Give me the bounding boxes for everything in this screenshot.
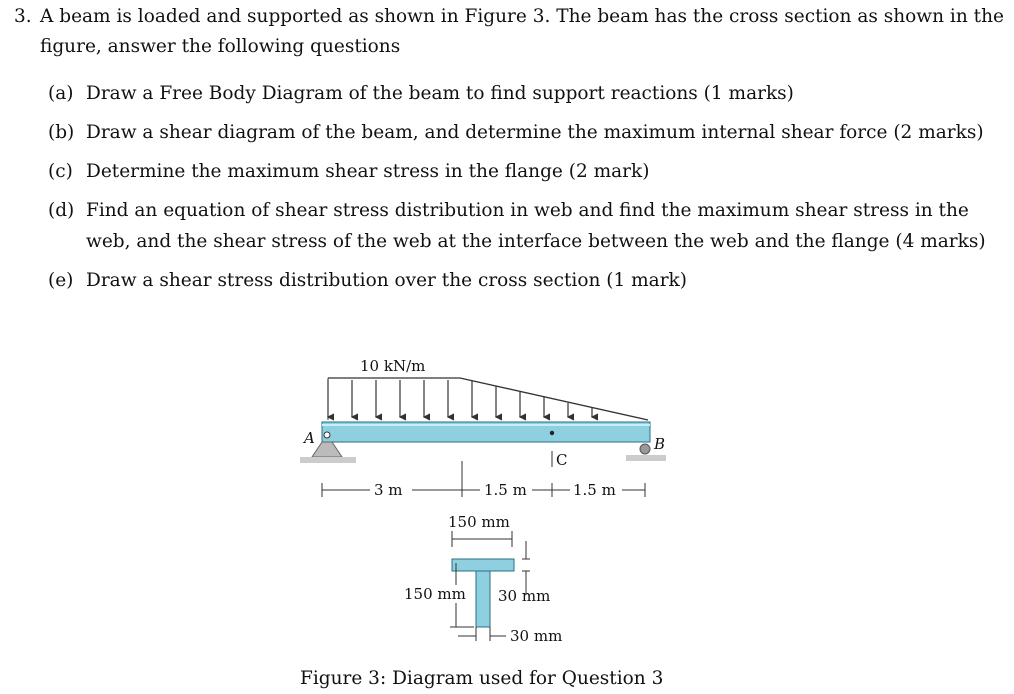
- part-text: Find an equation of shear stress distribution in web and find the maximum shear stress in the web, and the shear stress of the web at the interface between the web and the flange (4 marks): [86, 200, 986, 252]
- web-thickness-dim: [458, 627, 506, 641]
- beam-diagram-svg: [290, 345, 690, 655]
- part-label: (b): [48, 122, 75, 143]
- point-c-marker: [550, 431, 554, 435]
- distributed-load-label: 10 kN/m: [360, 357, 426, 375]
- question-stem: A beam is loaded and supported as shown in Figure 3. The beam has the cross section as shown in the figure, answer the following questions: [40, 6, 1004, 57]
- question-number: 3.: [14, 6, 32, 27]
- section-web: [476, 571, 490, 627]
- question-part-b: [48, 117, 998, 148]
- dimension-3m: 3 m: [374, 481, 403, 499]
- web-thickness-label: 30 mm: [510, 627, 563, 645]
- flange-width-label: 150 mm: [448, 513, 510, 531]
- question-parts-list: [48, 78, 998, 304]
- pin-a: [324, 432, 330, 438]
- part-label: (e): [48, 270, 74, 291]
- flange-width-dim: [452, 531, 512, 547]
- support-a-label: A: [304, 429, 315, 447]
- section-flange: [452, 559, 514, 571]
- part-text: Draw a shear diagram of the beam, and determine the maximum internal shear force (2 marks): [86, 122, 984, 143]
- ground-b: [626, 455, 666, 461]
- question-part-c: [48, 156, 998, 187]
- part-text: Determine the maximum shear stress in the flange (2 mark): [86, 161, 650, 182]
- part-text: Draw a Free Body Diagram of the beam to find support reactions (1 marks): [86, 83, 794, 104]
- figure-caption: Figure 3: Diagram used for Question 3: [300, 668, 664, 689]
- beam-figure: [290, 345, 690, 655]
- question-block: [14, 2, 1004, 62]
- flange-thickness-label: 30 mm: [498, 587, 551, 605]
- dimension-1-5m-second: 1.5 m: [573, 481, 616, 499]
- web-height-label: 150 mm: [404, 585, 466, 603]
- dimension-1-5m-first: 1.5 m: [484, 481, 527, 499]
- point-c-label: C: [556, 451, 568, 469]
- part-text: Draw a shear stress distribution over the cross section (1 mark): [86, 270, 687, 291]
- pin-support-a: [312, 442, 342, 457]
- question-part-e: [48, 265, 998, 296]
- question-part-d: [48, 195, 998, 257]
- part-label: (d): [48, 200, 75, 221]
- roller-b: [640, 444, 650, 454]
- part-label: (c): [48, 161, 73, 182]
- ground-a: [300, 457, 356, 463]
- support-b-label: B: [654, 435, 666, 453]
- part-label: (a): [48, 83, 74, 104]
- question-part-a: [48, 78, 998, 109]
